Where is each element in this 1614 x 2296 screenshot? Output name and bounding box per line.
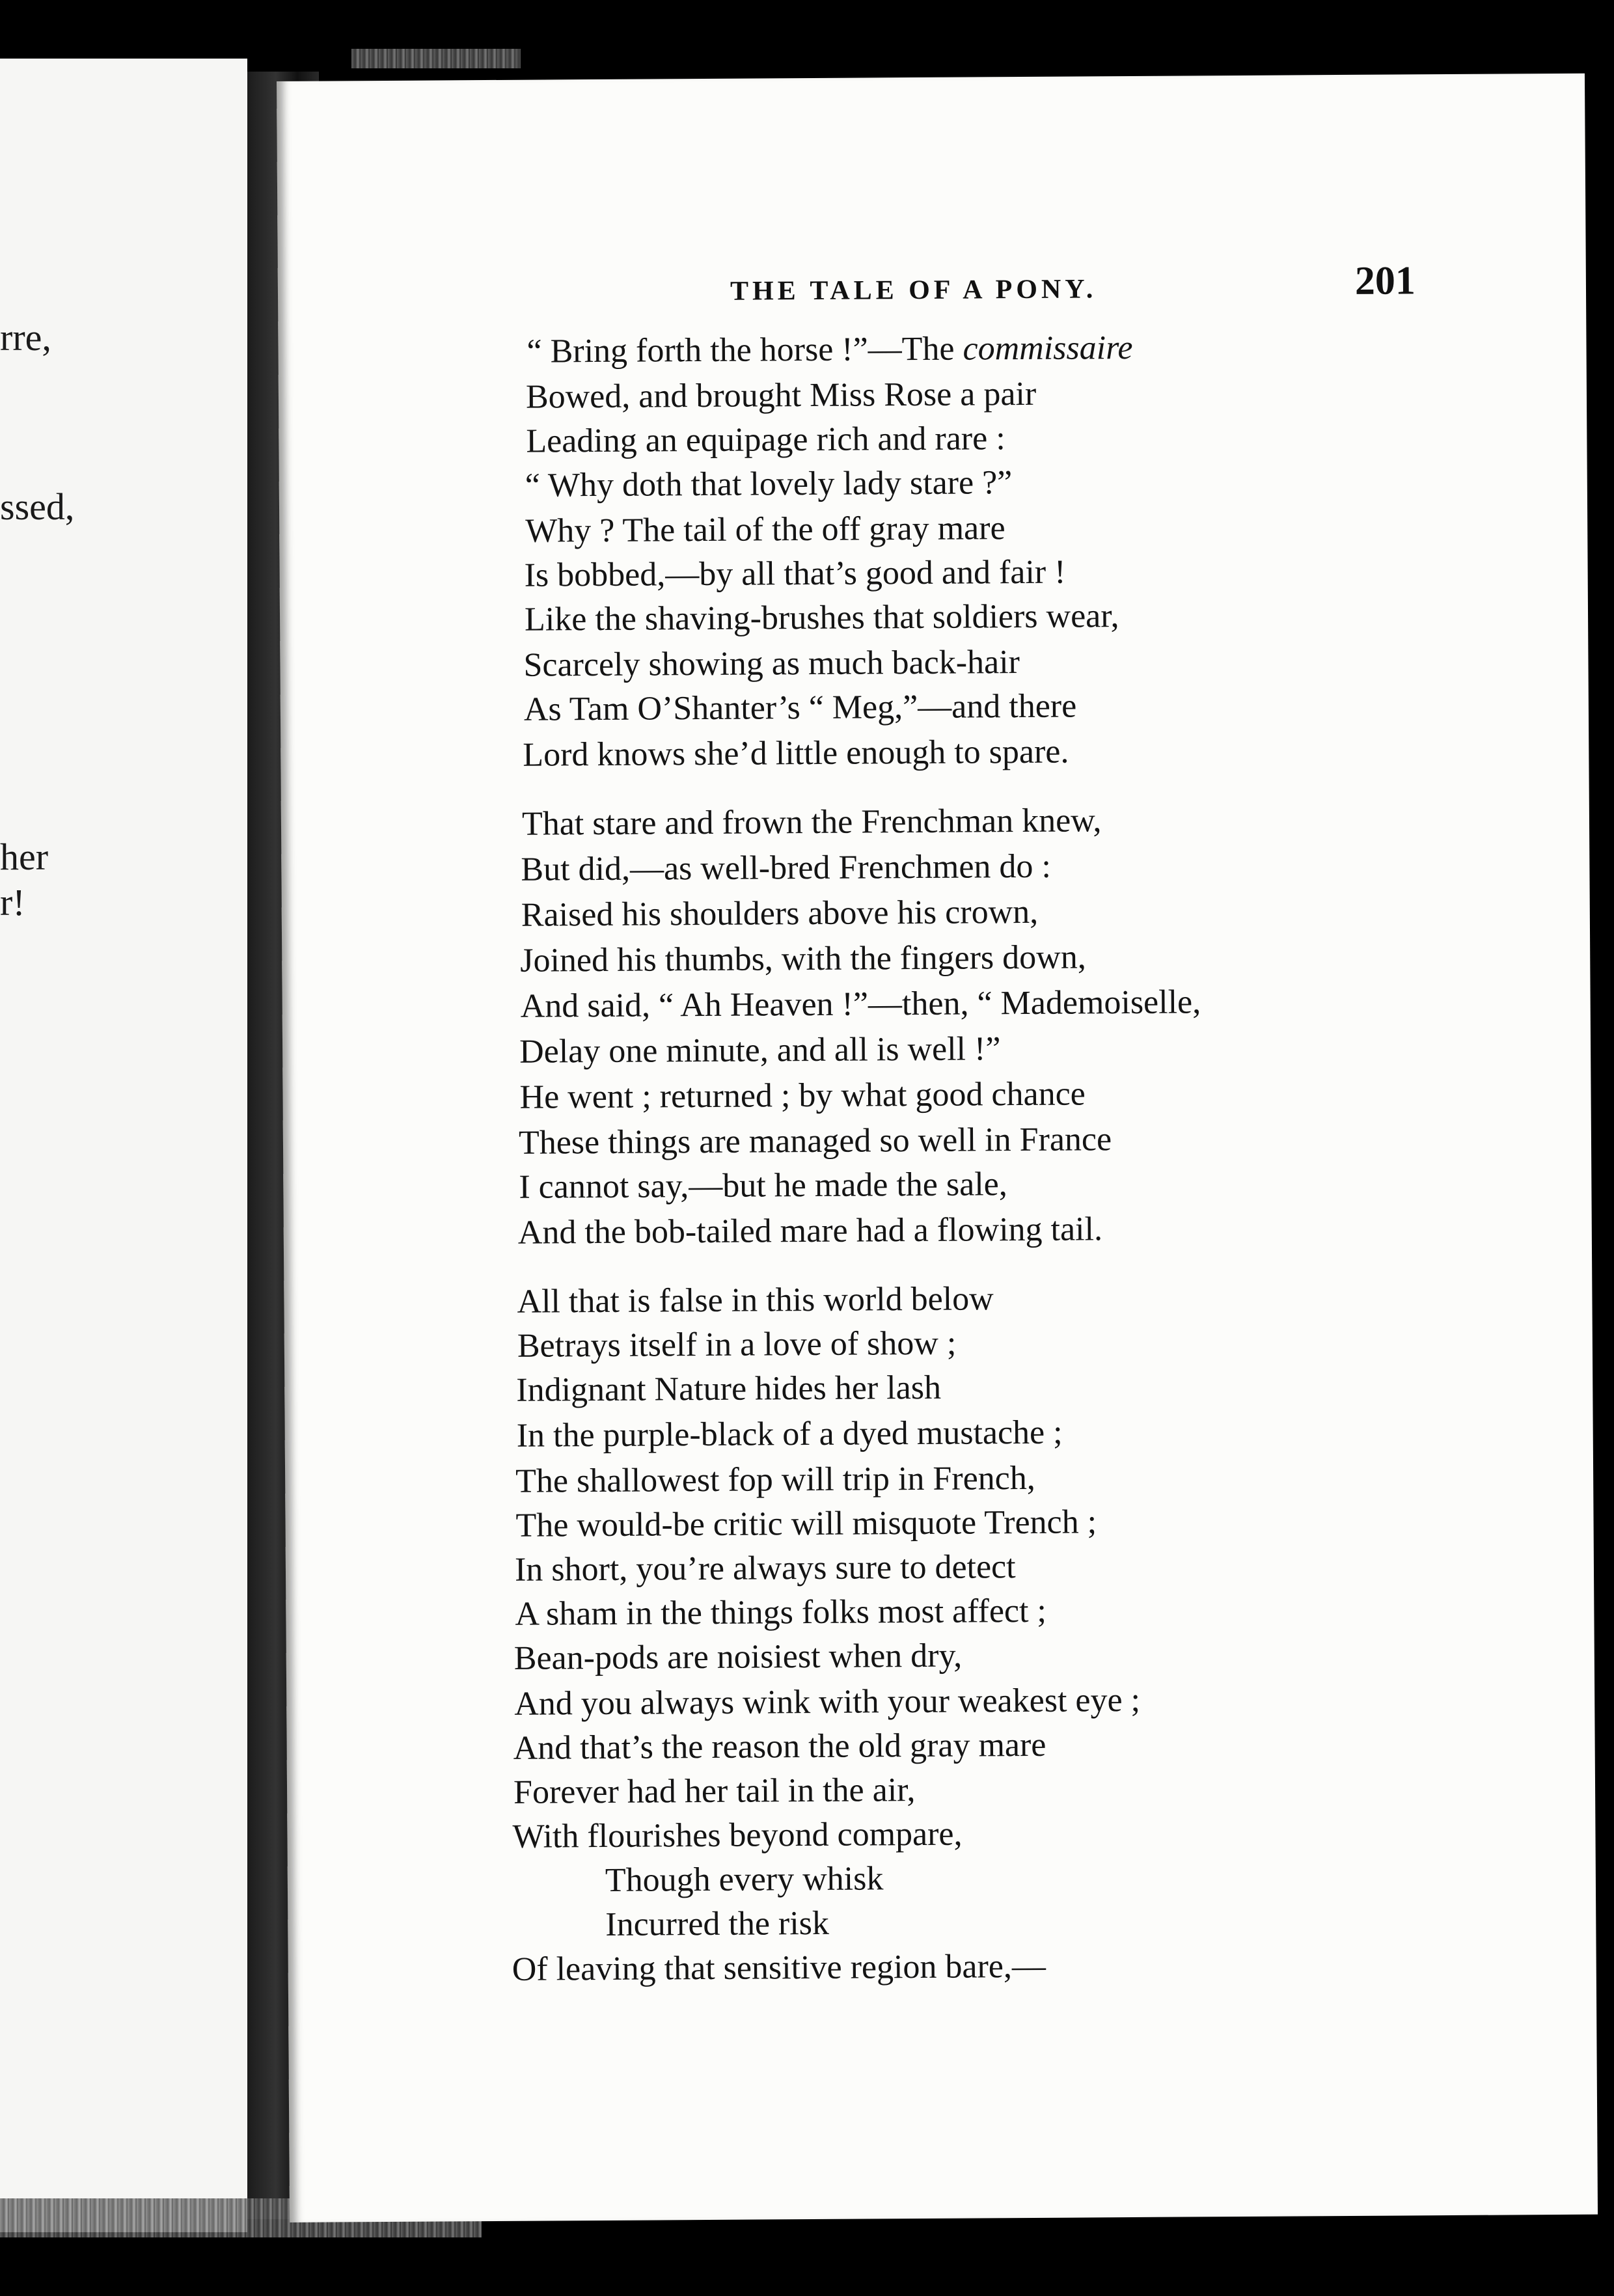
poem-line: Bowed, and brought Miss Rose a pair: [525, 375, 1037, 416]
binding-edge-top: [351, 49, 521, 68]
poem-line: But did,—as well-bred Frenchmen do :: [521, 847, 1052, 888]
poem-line: Like the shaving-brushes that soldiers wear,: [524, 597, 1119, 638]
running-head: THE TALE OF A PONY.: [730, 274, 1097, 307]
poem-line: A sham in the things folks most affect ;: [515, 1592, 1047, 1633]
poem-line: As Tam O’Shanter’s “ Meg,”—and there: [523, 687, 1077, 728]
left-page-fragment: rre,: [0, 316, 51, 359]
page-number: 201: [1354, 258, 1416, 303]
poem-line: And that’s the reason the old gray mare: [513, 1726, 1046, 1767]
poem-line: Of leaving that sensitive region bare,—: [512, 1947, 1046, 1988]
italic-word: commissaire: [963, 329, 1133, 368]
left-page-fragment: her: [0, 836, 49, 878]
poem-line: The would-be critic will misquote Trench ;: [515, 1503, 1097, 1544]
poem-line: Bean-pods are noisiest when dry,: [513, 1637, 963, 1677]
poem-line: In the purple-black of a dyed mustache ;: [516, 1414, 1063, 1455]
poem-line: Though every whisk: [605, 1860, 884, 1899]
poem-line: In short, you’re always sure to detect: [514, 1548, 1016, 1589]
poem-line: “ Bring forth the horse !”—The commissaire: [527, 329, 1133, 370]
poem-line: Indignant Nature hides her lash: [516, 1369, 942, 1409]
poem-line: That stare and frown the Frenchman knew,: [521, 802, 1102, 843]
poem-line: The shallowest fop will trip in French,: [515, 1459, 1035, 1500]
left-page-fragment: ssed,: [0, 485, 75, 528]
poem-text: [277, 74, 1598, 2222]
left-page-fragment: r!: [0, 881, 25, 923]
poem-line: Is bobbed,—by all that’s good and fair !: [524, 553, 1066, 594]
poem-line: And the bob-tailed mare had a flowing tail.: [517, 1210, 1103, 1251]
poem-line: Joined his thumbs, with the fingers down,: [520, 938, 1086, 979]
poem-line: Incurred the risk: [605, 1904, 830, 1943]
poem-line: I cannot say,—but he made the sale,: [519, 1166, 1007, 1206]
poem-line: He went ; returned ; by what good chance: [519, 1075, 1086, 1116]
poem-line: Leading an equipage rich and rare :: [526, 420, 1005, 460]
poem-line: And said, “ Ah Heaven !”—then, “ Mademoiselle,: [520, 983, 1201, 1025]
poem-line: And you always wink with your weakest eye ;: [514, 1681, 1141, 1723]
poem-line: Raised his shoulders above his crown,: [521, 893, 1039, 934]
right-page: [277, 74, 1598, 2222]
poem-line: With flourishes beyond compare,: [512, 1815, 963, 1855]
poem-line: Delay one minute, and all is well !”: [519, 1030, 1001, 1071]
poem-line: Scarcely showing as much back-hair: [523, 644, 1020, 684]
poem-line: Betrays itself in a love of show ;: [517, 1324, 957, 1365]
left-page: [0, 59, 247, 2232]
poem-line: Why ? The tail of the off gray mare: [525, 510, 1005, 550]
poem-line: All that is false in this world below: [517, 1280, 994, 1320]
poem-line: Forever had her tail in the air,: [513, 1771, 916, 1811]
poem-line: Lord knows she’d little enough to spare.: [523, 733, 1069, 774]
poem-line: These things are managed so well in France: [518, 1121, 1112, 1162]
poem-line: “ Why doth that lovely lady stare ?”: [525, 464, 1013, 504]
